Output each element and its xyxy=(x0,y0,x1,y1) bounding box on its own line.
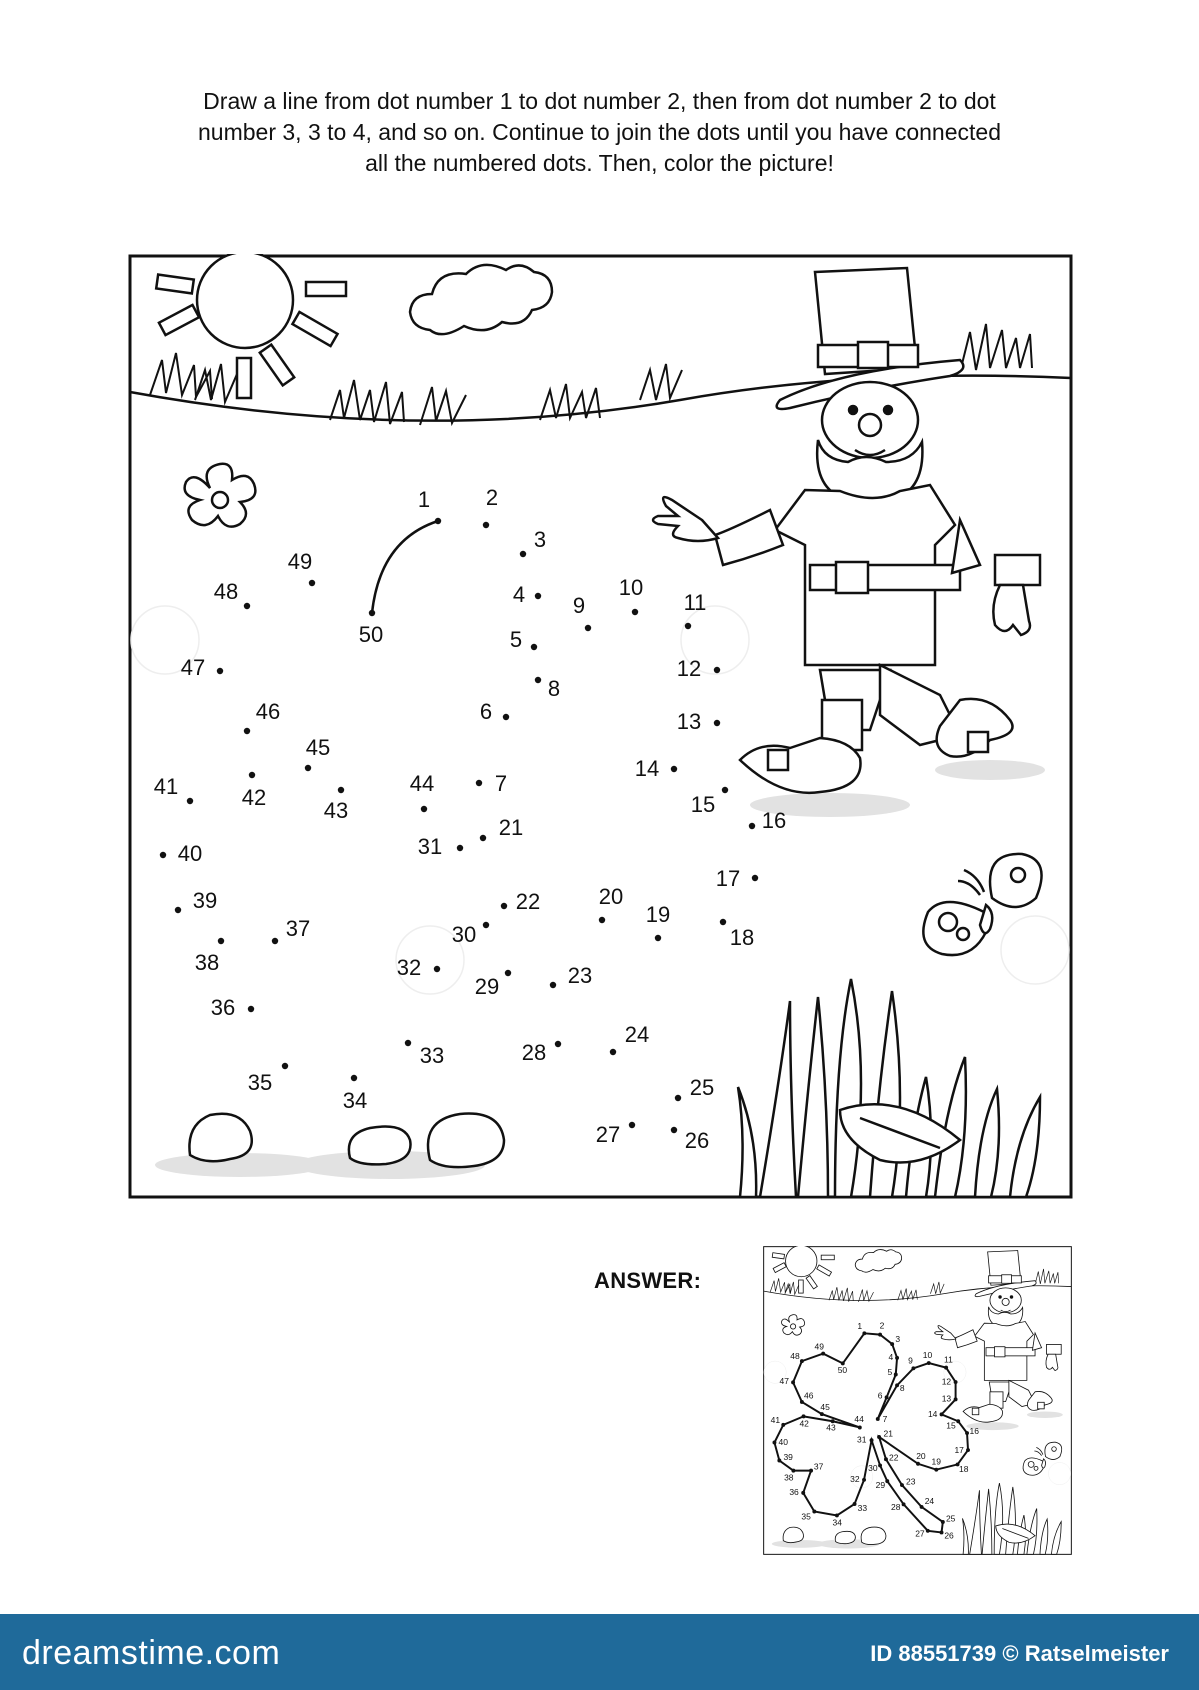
puzzle-dot-46[interactable] xyxy=(244,728,250,734)
answer-dot-label-24: 24 xyxy=(924,1495,935,1506)
answer-dot-label-36: 36 xyxy=(789,1487,799,1498)
puzzle-dot-5[interactable] xyxy=(531,644,537,650)
answer-dot-label-41: 41 xyxy=(770,1414,781,1425)
puzzle-dot-36[interactable] xyxy=(248,1006,254,1012)
puzzle-dot-34[interactable] xyxy=(351,1075,357,1081)
puzzle-dot-label-20: 20 xyxy=(598,883,624,909)
puzzle-dot-label-45: 45 xyxy=(305,734,331,760)
puzzle-dot-14[interactable] xyxy=(671,766,677,772)
puzzle-dot-20[interactable] xyxy=(599,917,605,923)
answer-dot-label-2: 2 xyxy=(879,1320,885,1331)
puzzle-dot-label-13: 13 xyxy=(676,708,702,734)
answer-dot-label-43: 43 xyxy=(826,1422,836,1433)
answer-dot-9[interactable] xyxy=(911,1366,915,1370)
puzzle-dot-33[interactable] xyxy=(405,1040,411,1046)
puzzle-dot-label-4: 4 xyxy=(512,581,526,607)
answer-dot-36[interactable] xyxy=(801,1491,805,1495)
answer-dot-label-27: 27 xyxy=(915,1528,925,1539)
puzzle-dot-50[interactable] xyxy=(369,610,375,616)
answer-dot-label-11: 11 xyxy=(943,1354,953,1365)
answer-dot-11[interactable] xyxy=(944,1366,948,1370)
dot-to-dot-puzzle[interactable] xyxy=(128,254,1073,1199)
answer-dot-17[interactable] xyxy=(966,1448,970,1452)
puzzle-dot-21[interactable] xyxy=(480,835,486,841)
puzzle-dot-29[interactable] xyxy=(505,970,511,976)
puzzle-dot-17[interactable] xyxy=(752,875,758,881)
answer-dot-label-8: 8 xyxy=(899,1382,905,1393)
answer-dot-label-9: 9 xyxy=(908,1355,913,1366)
puzzle-dot-31[interactable] xyxy=(457,845,463,851)
answer-dot-21[interactable] xyxy=(877,1435,881,1439)
answer-dot-16[interactable] xyxy=(965,1431,969,1435)
puzzle-dot-24[interactable] xyxy=(610,1049,616,1055)
puzzle-dot-label-19: 19 xyxy=(645,901,671,927)
puzzle-dot-label-31: 31 xyxy=(417,833,443,859)
answer-dot-label-42: 42 xyxy=(799,1418,809,1429)
puzzle-dot-16[interactable] xyxy=(749,823,755,829)
answer-dot-20[interactable] xyxy=(916,1462,920,1466)
answer-dot-label-49: 49 xyxy=(814,1341,824,1352)
answer-dot-25[interactable] xyxy=(941,1520,945,1524)
answer-dot-44[interactable] xyxy=(858,1426,862,1430)
puzzle-dot-label-34: 34 xyxy=(342,1087,368,1113)
answer-dot-47[interactable] xyxy=(791,1380,795,1384)
puzzle-dot-28[interactable] xyxy=(555,1041,561,1047)
answer-dot-label-4: 4 xyxy=(888,1352,894,1363)
answer-dot-32[interactable] xyxy=(862,1478,866,1482)
puzzle-dot-label-44: 44 xyxy=(409,770,435,796)
answer-dot-41[interactable] xyxy=(781,1423,785,1427)
puzzle-dot-23[interactable] xyxy=(550,982,556,988)
puzzle-dot-label-42: 42 xyxy=(241,784,267,810)
puzzle-dot-label-21: 21 xyxy=(498,814,524,840)
puzzle-dot-label-25: 25 xyxy=(689,1074,715,1100)
answer-dot-3[interactable] xyxy=(890,1342,894,1346)
answer-dot-28[interactable] xyxy=(902,1502,906,1506)
puzzle-dot-47[interactable] xyxy=(217,668,223,674)
answer-dot-label-5: 5 xyxy=(887,1366,893,1377)
puzzle-dot-43[interactable] xyxy=(338,787,344,793)
answer-dot-30[interactable] xyxy=(878,1463,882,1467)
answer-dot-label-12: 12 xyxy=(941,1376,952,1387)
answer-dot-37[interactable] xyxy=(809,1469,813,1473)
answer-dot-49[interactable] xyxy=(821,1352,825,1356)
answer-dot-15[interactable] xyxy=(956,1419,960,1423)
answer-dot-label-1: 1 xyxy=(857,1321,863,1332)
answer-dot-5[interactable] xyxy=(894,1373,898,1377)
puzzle-dot-49[interactable] xyxy=(309,580,315,586)
puzzle-dot-label-7: 7 xyxy=(494,770,508,796)
puzzle-dot-35[interactable] xyxy=(282,1063,288,1069)
instructions-line-1: Draw a line from dot number 1 to dot number 2, then from dot number 2 to dot xyxy=(203,88,996,114)
puzzle-dot-1[interactable] xyxy=(435,518,441,524)
answer-dot-label-48: 48 xyxy=(790,1351,800,1362)
answer-dot-7[interactable] xyxy=(876,1417,880,1421)
answer-dot-label-7: 7 xyxy=(882,1413,888,1424)
puzzle-dot-label-36: 36 xyxy=(210,994,236,1020)
puzzle-dot-label-18: 18 xyxy=(729,924,755,950)
answer-dot-13[interactable] xyxy=(954,1397,958,1401)
answer-dot-label-30: 30 xyxy=(868,1463,878,1474)
answer-dot-1[interactable] xyxy=(862,1331,866,1335)
puzzle-dot-6[interactable] xyxy=(503,714,509,720)
puzzle-dot-26[interactable] xyxy=(671,1127,677,1133)
puzzle-dot-45[interactable] xyxy=(305,765,311,771)
answer-dot-label-22: 22 xyxy=(889,1452,899,1463)
puzzle-dot-4[interactable] xyxy=(535,593,541,599)
answer-dot-48[interactable] xyxy=(800,1359,804,1363)
answer-dot-label-44: 44 xyxy=(854,1413,864,1424)
scene-use xyxy=(130,254,1071,1197)
answer-dot-4[interactable] xyxy=(895,1356,899,1360)
answer-dot-8[interactable] xyxy=(895,1383,899,1387)
puzzle-dot-10[interactable] xyxy=(632,609,638,615)
puzzle-dot-label-43: 43 xyxy=(323,797,349,823)
answer-dot-label-23: 23 xyxy=(906,1476,916,1487)
answer-dot-35[interactable] xyxy=(812,1510,816,1514)
answer-thumbnail xyxy=(763,1246,1072,1555)
answer-dot-23[interactable] xyxy=(900,1483,904,1487)
puzzle-dot-label-22: 22 xyxy=(515,888,541,914)
answer-dot-label-35: 35 xyxy=(801,1511,811,1522)
image-id: ID 88551739 xyxy=(870,1641,997,1666)
answer-dot-38[interactable] xyxy=(791,1469,795,1473)
answer-dot-2[interactable] xyxy=(878,1333,882,1337)
puzzle-dot-32[interactable] xyxy=(434,966,440,972)
answer-dot-label-38: 38 xyxy=(784,1472,794,1483)
answer-dot-26[interactable] xyxy=(940,1530,944,1534)
instructions-line-2: number 3, 3 to 4, and so on. Continue to join the dots until you have connected xyxy=(198,119,1001,145)
answer-dot-label-45: 45 xyxy=(820,1402,830,1413)
puzzle-dot-label-29: 29 xyxy=(474,973,500,999)
puzzle-dot-label-1: 1 xyxy=(417,486,431,512)
puzzle-dot-38[interactable] xyxy=(218,938,224,944)
puzzle-dot-3[interactable] xyxy=(520,551,526,557)
answer-dot-label-40: 40 xyxy=(778,1436,789,1447)
puzzle-dot-12[interactable] xyxy=(714,667,720,673)
answer-dot-label-17: 17 xyxy=(954,1444,964,1455)
puzzle-dot-37[interactable] xyxy=(272,938,278,944)
answer-dot-14[interactable] xyxy=(940,1412,944,1416)
answer-dot-label-15: 15 xyxy=(946,1420,956,1431)
footer-bar xyxy=(0,1614,1199,1690)
puzzle-dot-label-9: 9 xyxy=(572,592,586,618)
answer-dot-19[interactable] xyxy=(934,1468,938,1472)
puzzle-dot-41[interactable] xyxy=(187,798,193,804)
answer-dot-label-20: 20 xyxy=(916,1450,926,1461)
answer-dot-22[interactable] xyxy=(884,1457,888,1461)
puzzle-dot-label-5: 5 xyxy=(509,626,523,652)
puzzle-dot-label-49: 49 xyxy=(287,548,313,574)
answer-dot-12[interactable] xyxy=(954,1380,958,1384)
answer-dot-29[interactable] xyxy=(885,1479,889,1483)
puzzle-dot-label-10: 10 xyxy=(618,574,644,600)
answer-dot-label-25: 25 xyxy=(945,1513,956,1524)
footer-logo[interactable]: dreamstime.com xyxy=(22,1634,281,1672)
author-credit[interactable]: © Ratselmeister xyxy=(1002,1641,1169,1666)
puzzle-dot-25[interactable] xyxy=(675,1095,681,1101)
puzzle-dot-30[interactable] xyxy=(483,922,489,928)
answer-dot-label-31: 31 xyxy=(857,1434,867,1445)
puzzle-dot-22[interactable] xyxy=(501,903,507,909)
puzzle-dot-label-47: 47 xyxy=(180,654,206,680)
puzzle-dot-label-16: 16 xyxy=(761,807,787,833)
puzzle-dot-label-8: 8 xyxy=(547,675,561,701)
puzzle-dot-label-26: 26 xyxy=(684,1127,710,1153)
answer-dot-50[interactable] xyxy=(841,1361,845,1365)
puzzle-dot-label-28: 28 xyxy=(521,1039,547,1065)
puzzle-dot-13[interactable] xyxy=(714,720,720,726)
answer-dot-33[interactable] xyxy=(853,1502,857,1506)
answer-dot-31[interactable] xyxy=(870,1438,874,1442)
answer-dot-label-18: 18 xyxy=(959,1464,969,1475)
answer-dot-label-32: 32 xyxy=(850,1474,860,1485)
puzzle-dot-label-48: 48 xyxy=(213,578,239,604)
puzzle-dot-label-17: 17 xyxy=(715,865,741,891)
puzzle-dot-7[interactable] xyxy=(476,780,482,786)
puzzle-dot-label-14: 14 xyxy=(634,755,660,781)
puzzle-dot-label-30: 30 xyxy=(451,921,477,947)
puzzle-dot-48[interactable] xyxy=(244,603,250,609)
answer-dot-39[interactable] xyxy=(777,1459,781,1463)
puzzle-dot-9[interactable] xyxy=(585,625,591,631)
puzzle-dot-label-40: 40 xyxy=(177,840,203,866)
puzzle-dot-18[interactable] xyxy=(720,919,726,925)
puzzle-dot-label-37: 37 xyxy=(285,915,311,941)
puzzle-dot-label-46: 46 xyxy=(255,698,281,724)
answer-dot-46[interactable] xyxy=(800,1400,804,1404)
puzzle-dot-label-11: 11 xyxy=(683,589,707,615)
puzzle-dot-15[interactable] xyxy=(722,787,728,793)
answer-dot-label-21: 21 xyxy=(883,1428,893,1439)
answer-dot-label-34: 34 xyxy=(832,1517,842,1528)
puzzle-dot-label-32: 32 xyxy=(396,954,422,980)
answer-dot-10[interactable] xyxy=(927,1361,931,1365)
puzzle-dot-label-35: 35 xyxy=(247,1069,273,1095)
puzzle-dot-44[interactable] xyxy=(421,806,427,812)
answer-dot-label-29: 29 xyxy=(875,1480,886,1491)
puzzle-dot-label-33: 33 xyxy=(419,1042,445,1068)
puzzle-dot-11[interactable] xyxy=(685,623,691,629)
answer-dot-label-33: 33 xyxy=(857,1502,868,1513)
answer-dot-label-16: 16 xyxy=(969,1425,979,1436)
answer-dot-label-10: 10 xyxy=(922,1349,933,1360)
answer-dot-label-3: 3 xyxy=(895,1334,901,1345)
puzzle-dot-2[interactable] xyxy=(483,522,489,528)
puzzle-dot-label-2: 2 xyxy=(485,484,499,510)
puzzle-dot-40[interactable] xyxy=(160,852,166,858)
answer-dot-42[interactable] xyxy=(802,1414,806,1418)
puzzle-dot-label-38: 38 xyxy=(194,949,220,975)
instructions-text xyxy=(80,86,1119,179)
answer-dot-label-39: 39 xyxy=(783,1452,793,1463)
puzzle-dot-label-41: 41 xyxy=(153,773,179,799)
puzzle-dot-label-27: 27 xyxy=(595,1121,621,1147)
answer-dot-40[interactable] xyxy=(772,1441,776,1445)
puzzle-dot-label-12: 12 xyxy=(676,655,702,681)
answer-dot-label-19: 19 xyxy=(931,1456,942,1467)
answer-dot-6[interactable] xyxy=(885,1395,889,1399)
puzzle-dot-42[interactable] xyxy=(249,772,255,778)
answer-dot-label-47: 47 xyxy=(779,1375,789,1386)
answer-dot-label-28: 28 xyxy=(891,1501,901,1512)
answer-dot-27[interactable] xyxy=(926,1529,930,1533)
answer-dot-label-50: 50 xyxy=(837,1365,848,1376)
answer-dot-label-13: 13 xyxy=(941,1393,952,1404)
answer-dot-45[interactable] xyxy=(820,1412,824,1416)
instructions-line-3: all the numbered dots. Then, color the picture! xyxy=(365,150,834,176)
puzzle-dot-label-6: 6 xyxy=(479,698,493,724)
answer-dot-label-46: 46 xyxy=(804,1390,814,1401)
puzzle-dot-label-3: 3 xyxy=(533,526,547,552)
answer-dot-24[interactable] xyxy=(920,1505,924,1509)
footer-credit xyxy=(870,1641,1169,1667)
answer-dot-label-37: 37 xyxy=(813,1461,824,1472)
puzzle-dot-label-23: 23 xyxy=(567,962,593,988)
answer-dot-label-26: 26 xyxy=(944,1530,954,1541)
answer-dot-label-14: 14 xyxy=(927,1408,938,1419)
puzzle-dot-8[interactable] xyxy=(535,677,541,683)
answer-label: ANSWER: xyxy=(594,1268,702,1293)
puzzle-dot-label-50: 50 xyxy=(358,621,384,647)
puzzle-dot-label-39: 39 xyxy=(192,887,218,913)
puzzle-dot-19[interactable] xyxy=(655,935,661,941)
puzzle-dot-label-15: 15 xyxy=(690,791,716,817)
puzzle-dot-39[interactable] xyxy=(175,907,181,913)
answer-dot-label-6: 6 xyxy=(877,1390,883,1401)
puzzle-dot-label-24: 24 xyxy=(624,1021,650,1047)
answer-dot-34[interactable] xyxy=(835,1513,839,1517)
puzzle-dot-27[interactable] xyxy=(629,1122,635,1128)
